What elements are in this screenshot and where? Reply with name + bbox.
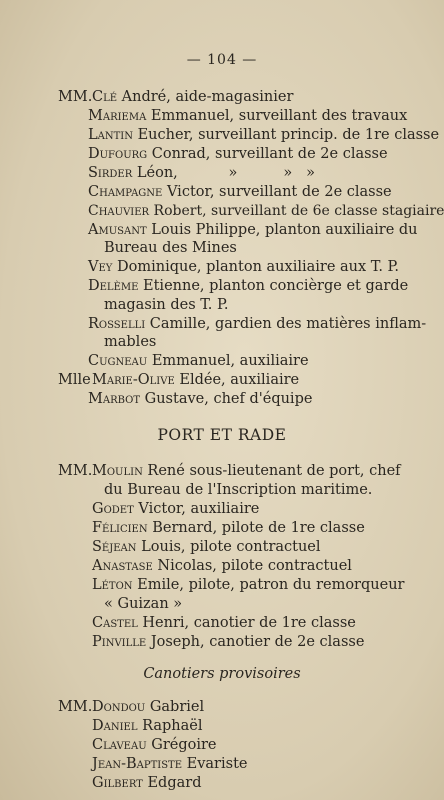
list-item: Dondou Gabriel [92,699,205,715]
list-item: Daniel Raphaël [92,718,203,734]
list-item: Amusant Louis Philippe, planton auxiliaire du [88,222,418,238]
list-item: Lantin Eucher, surveillant princip. de 1re classe [88,127,440,143]
list-item: Champagne Victor, surveillant de 2e classe [88,184,392,200]
list-item: Gilbert Edgard [92,775,202,791]
list-item: Rosselli Camille, gardien des matières inflam- [88,316,427,332]
list-item: Mariema Emmanuel, surveillant des travaux [88,108,408,124]
list-item: Claveau Grégoire [92,737,217,753]
page-number: — 104 — [186,52,258,68]
list-item: Félicien Bernard, pilote de 1re classe [92,520,365,536]
list-item: Castel Henri, canotier de 1re classe [92,615,356,631]
list-item-continuation: du Bureau de l'Inscription maritime. [104,482,373,498]
list-item: Anastase Nicolas, pilote contractuel [92,558,352,574]
section-heading: PORT ET RADE [157,426,287,444]
mlle-prefix: Mlle [58,372,91,388]
list-item-continuation: Bureau des Mines [104,240,237,256]
list-item-continuation: « Guizan » [104,596,183,612]
list-item: Sirder Léon, » » » [88,165,315,181]
list-item: Marbot Gustave, chef d'équipe [88,391,313,407]
list-item: Léton Emile, pilote, patron du remorqueur [92,577,405,593]
list-item: Moulin René sous-lieutenant de port, chef [92,463,401,479]
list-item: Godet Victor, auxiliaire [92,501,260,517]
list-item: Clé André, aide-magasinier [92,89,294,105]
list-item: Pinville Joseph, canotier de 2e classe [92,634,365,650]
section-subheading: Canotiers provisoires [143,666,301,682]
list-item-continuation: mables [104,334,157,350]
list-item: Jean-Baptiste Evariste [92,756,248,772]
list-item: Séjean Louis, pilote contractuel [92,539,321,555]
list-item-continuation: magasin des T. P. [104,297,229,313]
section3-prefix: MM. [58,699,93,715]
list-item: Dufourg Conrad, surveillant de 2e classe [88,146,388,162]
list-item: Cugneau Emmanuel, auxiliaire [88,353,309,369]
list-item: Vey Dominique, planton auxiliaire aux T. P. [88,259,399,275]
section2-prefix: MM. [58,463,93,479]
list-item: Marie-Olive Eldée, auxiliaire [92,372,300,388]
list-item: Chauvier Robert, surveillant de 6e classe stagiaire [88,203,444,219]
section1-prefix: MM. [58,89,93,105]
list-item: Delème Etienne, planton concièrge et garde [88,278,409,294]
